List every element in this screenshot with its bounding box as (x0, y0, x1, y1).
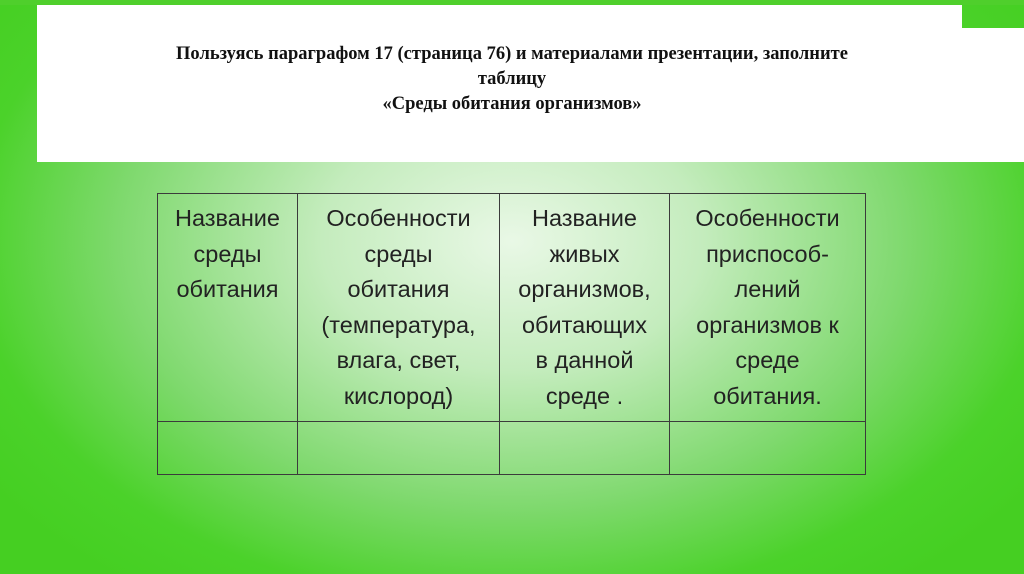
title-line-2: таблицу (477, 69, 547, 89)
title-line-1: Пользуясь параграфом 17 (страница 76) и материалами презентации, заполните (176, 44, 848, 64)
header-cell-adaptations (670, 194, 866, 422)
header-cell-habitat-name (158, 194, 298, 422)
habitat-table (157, 193, 866, 475)
table-cell[interactable] (500, 422, 670, 475)
table-row (158, 422, 866, 475)
title-line-3: «Среды обитания организмов» (382, 94, 642, 114)
header-cell-organisms (500, 194, 670, 422)
header-text: Название живых организмов, обитающих в данной среде . (518, 205, 651, 409)
table-cell[interactable] (298, 422, 500, 475)
header-text: Особенности среды обитания (температура, влага, свет, кислород) (321, 205, 476, 409)
table-header-row (158, 194, 866, 422)
table-cell[interactable] (670, 422, 866, 475)
slide-title (37, 42, 987, 117)
header-text: Название среды обитания (174, 205, 280, 302)
table-cell[interactable] (158, 422, 298, 475)
header-cell-habitat-features (298, 194, 500, 422)
header-text: Особенности приспособ- лений организмов к среде обитания. (695, 205, 840, 409)
